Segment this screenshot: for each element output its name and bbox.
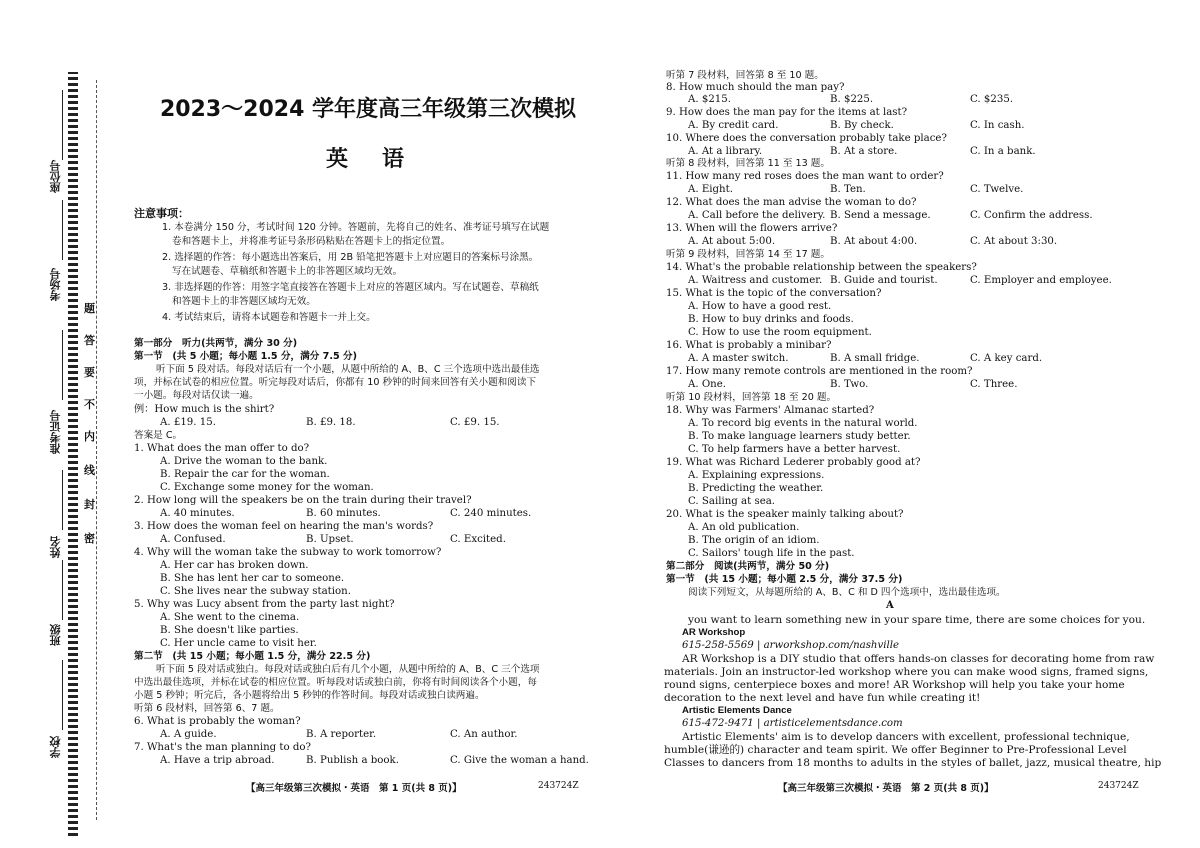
listen-8-instruction: 听第 8 段材料，回答第 11 至 13 题。 [666,158,830,169]
reading-instructions: 阅读下列短文，从每题所给的 A、B、C 和 D 四个选项中，选出最佳选项。 [688,587,1006,598]
seat-number-line [62,90,63,160]
q9-option-b: B. By check. [830,120,894,131]
q4-option-a: A. Her car has broken down. [160,560,309,571]
ar-workshop-title: AR Workshop [682,627,746,638]
q7-option-b: B. Publish a book. [306,755,399,766]
listen-10-instruction: 听第 10 段材料，回答第 18 至 20 题。 [666,392,837,403]
artistic-elements-text: Classes to dancers from 18 months to adults in the styles of ballet, jazz, musical theatre, hip [664,757,1162,769]
listen-7-instruction: 听第 7 段材料，回答第 8 至 10 题。 [666,70,824,81]
q10-option-b: B. At a store. [830,146,898,157]
exam-id-label: 准考证号 [49,410,62,454]
notice-line: 2. 选择题的作答：每小题选出答案后，用 2B 铅笔把答题卡上对应题目的答案标号涂黑。 [162,252,539,263]
seal-char: 题 [84,302,95,315]
section2-instructions: 听下面 5 段对话或独白。每段对话或独白后有几个小题，从题中所给的 A、B、C 三个选项 [156,664,540,675]
notice-line: 4. 考试结束后，请将本试题卷和答题卡一并上交。 [162,312,376,323]
question-2: 2. How long will the speakers be on the train during their travel? [134,495,472,506]
listen-6-instruction: 听第 6 段材料，回答第 6、7 题。 [134,703,280,714]
question-20: 20. What is the speaker mainly talking about? [666,509,904,520]
q10-option-c: C. In a bank. [970,146,1036,157]
question-11: 11. How many red roses does the man want to order? [666,171,944,182]
q16-option-c: C. A key card. [970,353,1043,364]
q19-option-b: B. Predicting the weather. [688,483,824,494]
exam-title: 2023～2024 学年度高三年级第三次模拟 [159,97,577,122]
seal-char: 线 [84,464,95,477]
school-label: 学校 [49,736,62,758]
name-label: 姓名 [49,536,62,558]
question-4: 4. Why will the woman take the subway to work tomorrow? [134,547,442,558]
artistic-elements-title: Artistic Elements Dance [682,705,792,716]
listen-9-instruction: 听第 9 段材料，回答第 14 至 17 题。 [666,249,830,260]
seal-char: 不 [84,398,95,411]
ar-workshop-text: decoration to the next level and have fun while creating it! [664,692,981,704]
notice-line: 写在试题卷、草稿纸和答题卡上的非答题区域均无效。 [172,266,403,277]
ar-workshop-text: AR Workshop is a DIY studio that offers hands-on classes for decorating home from raw [682,653,1155,665]
q17-option-b: B. Two. [830,379,869,390]
q11-option-b: B. Ten. [830,184,866,195]
reading-section1-heading: 第一节 (共 15 小题；每小题 2.5 分，满分 37.5 分) [666,574,903,585]
q8-option-b: B. $225. [830,94,874,105]
passage-intro: you want to learn something new in your spare time, there are some choices for you. [688,614,1146,626]
question-12: 12. What does the man advise the woman to do? [666,197,917,208]
notice-line: 1. 本卷满分 150 分，考试时间 120 分钟。答题前，先将自己的姓名、准考证号填写在试题 [162,222,550,233]
question-5: 5. Why was Lucy absent from the party last night? [134,599,395,610]
q14-option-a: A. Waitress and customer. [688,275,823,286]
artistic-elements-text: humble(谦逊的) character and team spirit. We offer Beginner to Pre-Professional Level [664,744,1127,756]
question-9: 9. How does the man pay for the items at last? [666,107,908,118]
question-7: 7. What's the man planning to do? [134,742,312,753]
q1-option-b: B. Repair the car for the woman. [160,469,330,480]
example-answer: 答案是 C。 [134,430,183,441]
q1-option-a: A. Drive the woman to the bank. [160,456,328,467]
q8-option-a: A. $215. [688,94,731,105]
room-number-label: 考场号 [49,268,62,301]
q6-option-b: B. A reporter. [306,729,377,740]
q2-option-c: C. 240 minutes. [450,508,532,519]
q3-option-a: A. Confused. [160,534,226,545]
q11-option-a: A. Eight. [688,184,733,195]
q18-option-b: B. To make language learners study better. [688,431,911,442]
q17-option-c: C. Three. [970,379,1018,390]
notice-line: 卷和答题卡上，并将准考证号条形码粘贴在答题卡上的指定位置。 [172,236,451,247]
page-footer: 【高三年级第三次模拟・英语 第 2 页(共 8 页)】 [778,783,994,794]
q20-option-a: A. An old publication. [688,522,800,533]
q17-option-a: A. One. [688,379,727,390]
q3-option-b: B. Upset. [306,534,354,545]
q16-option-b: B. A small fridge. [830,353,920,364]
question-18: 18. Why was Farmers' Almanac started? [666,405,875,416]
q18-option-a: A. To record big events in the natural world. [688,418,918,429]
room-number-line [62,200,63,260]
question-17: 17. How many remote controls are mentioned in the room? [666,366,973,377]
section2-instructions: 中选出最佳选项，并标在试卷的相应位置。听每段对话或独白前，你将有时间阅读各个小题，每 [134,677,537,688]
question-6: 6. What is probably the woman? [134,716,301,727]
q15-option-c: C. How to use the room equipment. [688,327,872,338]
q16-option-a: A. A master switch. [688,353,789,364]
q12-option-c: C. Confirm the address. [970,210,1093,221]
notice-title: 注意事项： [134,207,189,220]
q15-option-b: B. How to buy drinks and foods. [688,314,854,325]
section2-heading: 第二节 (共 15 小题；每小题 1.5 分，满分 22.5 分) [134,651,371,662]
q5-option-b: B. She doesn't like parties. [160,625,299,636]
q19-option-c: C. Sailing at sea. [688,496,776,507]
q9-option-c: C. In cash. [970,120,1025,131]
class-line [62,560,63,620]
q5-option-c: C. Her uncle came to visit her. [160,638,317,649]
q12-option-a: A. Call before the delivery. [688,210,826,221]
q13-option-b: B. At about 4:00. [830,236,918,247]
exam-page-2 [660,0,1180,848]
seal-char: 内 [84,430,95,443]
question-15: 15. What is the topic of the conversation? [666,288,882,299]
exam-id-line [62,330,63,400]
q20-option-b: B. The origin of an idiom. [688,535,820,546]
exam-code: 243724Z [1098,781,1139,791]
example-question: 例：How much is the shirt? [134,404,275,415]
ar-workshop-contact: 615-258-5569 | arworkshop.com/nashville [682,640,900,651]
seat-number-label: 座位号 [49,160,62,193]
seal-char: 要 [84,366,95,379]
section1-instructions: 项，并标在试卷的相应位置。听完每段对话后，你都有 10 秒钟的时间来回答有关小题和阅读下 [134,377,537,388]
passage-label: A [886,600,894,611]
q14-option-c: C. Employer and employee. [970,275,1112,286]
q20-option-c: C. Sailors' tough life in the past. [688,548,855,559]
q2-option-b: B. 60 minutes. [306,508,381,519]
question-13: 13. When will the flowers arrive? [666,223,838,234]
section1-heading: 第一节 (共 5 小题；每小题 1.5 分，满分 7.5 分) [134,351,357,362]
artistic-elements-text: Artistic Elements' aim is to develop dancers with excellent, professional technique, [682,731,1130,743]
q10-option-a: A. At a library. [688,146,763,157]
q2-option-a: A. 40 minutes. [160,508,235,519]
seal-char: 封 [84,498,95,511]
part1-heading: 第一部分 听力(共两节，满分 30 分) [134,338,298,349]
binding-margin [0,0,128,848]
seal-char: 密 [84,532,95,545]
q12-option-b: B. Send a message. [830,210,931,221]
section1-instructions: 听下面 5 段对话。每段对话后有一个小题，从题中所给的 A、B、C 三个选项中选出最佳选 [156,364,540,375]
exam-page-1 [128,0,608,848]
q7-option-a: A. Have a trip abroad. [160,755,275,766]
decorative-border [68,72,78,836]
q3-option-c: C. Excited. [450,534,506,545]
example-option-b: B. £9. 18. [306,417,356,428]
q11-option-c: C. Twelve. [970,184,1024,195]
q14-option-b: B. Guide and tourist. [830,275,938,286]
question-16: 16. What is probably a minibar? [666,340,832,351]
class-label: 班级 [49,624,62,646]
question-8: 8. How much should the man pay? [666,82,845,93]
ar-workshop-text: materials. Join an instructor-led workshop where you can make wood signs, framed signs, [664,666,1149,678]
q13-option-a: A. At about 5:00. [688,236,776,247]
q15-option-a: A. How to have a good rest. [688,301,832,312]
seal-line [96,80,97,820]
part2-heading: 第二部分 阅读(共两节，满分 50 分) [666,561,830,572]
subject-title: 英 语 [325,147,410,172]
example-option-a: A. £19. 15. [160,417,216,428]
q4-option-c: C. She lives near the subway station. [160,586,351,597]
q6-option-a: A. A guide. [160,729,217,740]
q4-option-b: B. She has lent her car to someone. [160,573,345,584]
q1-option-c: C. Exchange some money for the woman. [160,482,374,493]
artistic-elements-contact: 615-472-9471 | artisticelementsdance.com [682,718,903,729]
section2-instructions: 小题 5 秒钟；听完后，各小题将给出 5 秒钟的作答时间。每段对话或独白读两遍。 [134,690,485,701]
notice-line: 3. 非选择题的作答：用签字笔直接答在答题卡上对应的答题区域内。写在试题卷、草稿纸 [162,282,539,293]
q9-option-a: A. By credit card. [688,120,779,131]
seal-char: 答 [84,334,95,347]
question-10: 10. Where does the conversation probably take place? [666,133,947,144]
example-option-c: C. £9. 15. [450,417,500,428]
q18-option-c: C. To help farmers have a better harvest. [688,444,901,455]
question-19: 19. What was Richard Lederer probably good at? [666,457,921,468]
q6-option-c: C. An author. [450,729,518,740]
page-footer: 【高三年级第三次模拟・英语 第 1 页(共 8 页)】 [246,783,462,794]
q8-option-c: C. $235. [970,94,1014,105]
notice-line: 和答题卡上的非答题区域均无效。 [172,296,316,307]
exam-code: 243724Z [538,781,579,791]
q19-option-a: A. Explaining expressions. [688,470,825,481]
question-3: 3. How does the woman feel on hearing the man's words? [134,521,434,532]
q7-option-c: C. Give the woman a hand. [450,755,589,766]
question-1: 1. What does the man offer to do? [134,443,310,454]
q5-option-a: A. She went to the cinema. [160,612,300,623]
school-line [62,660,63,730]
ar-workshop-text: round signs, centerpiece boxes and more! AR Workshop will help you take your home [664,679,1125,691]
section1-instructions: 一小题。每段对话仅读一遍。 [134,390,259,401]
q13-option-c: C. At about 3:30. [970,236,1058,247]
name-line [62,470,63,530]
question-14: 14. What's the probable relationship between the speakers? [666,262,977,273]
